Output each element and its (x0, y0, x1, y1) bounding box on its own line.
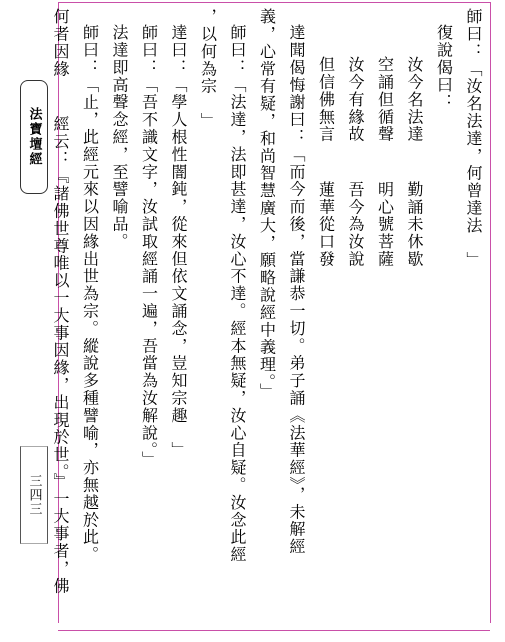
text-column: 義，心常有疑，和尚智慧廣大，願略說經中義理。」 (257, 8, 277, 401)
text-column: 汝今名法達 勤誦未休歇 (405, 56, 424, 268)
page-number: 三四三 (26, 474, 42, 516)
page-bottom-rule (58, 630, 490, 631)
page-number-box (20, 446, 48, 544)
text-column: 復說偈曰： (434, 24, 454, 111)
text-column: 何者因緣 經云：『諸佛世尊唯以一大事因緣，出現於世。』一大事者，佛 (51, 8, 70, 595)
scripture-text (51, 8, 488, 620)
text-column: ，以何為宗 」 (198, 8, 218, 130)
text-column: 師曰：「汝名法達，何曾達法 」 (464, 8, 483, 269)
text-column: 師曰：「止，此經元來以因緣出世為宗。縱說多種譬喻，亦無越於此。 (80, 24, 100, 564)
text-column: 師曰：「吾不識文字，汝試取經誦一遍，吾當為汝解說。」 (139, 24, 159, 469)
text-column: 但信佛無言 蓮華從口發 (316, 56, 336, 268)
text-column: 達聞偈悔謝曰：「而今而後，當謙恭一切。弟子誦《法華經》，未解經 (287, 24, 306, 556)
text-column: 汝今有緣故 吾今為汝說 (346, 56, 365, 268)
text-column: 師曰：「法達，法即甚達，汝心不達。經本無疑，汝心自疑。汝念此經 (228, 24, 247, 564)
text-column: 法達即高聲念經，至譬喻品。 (110, 24, 129, 251)
text-column: 空誦但循聲 明心號菩薩 (375, 56, 395, 268)
text-column: 達曰：「學人根性闇鈍，從來但依文誦念，豈知宗趣 」 (169, 24, 188, 459)
book-title: 法寶壇經 (26, 107, 42, 167)
book-title-tab (20, 80, 48, 194)
